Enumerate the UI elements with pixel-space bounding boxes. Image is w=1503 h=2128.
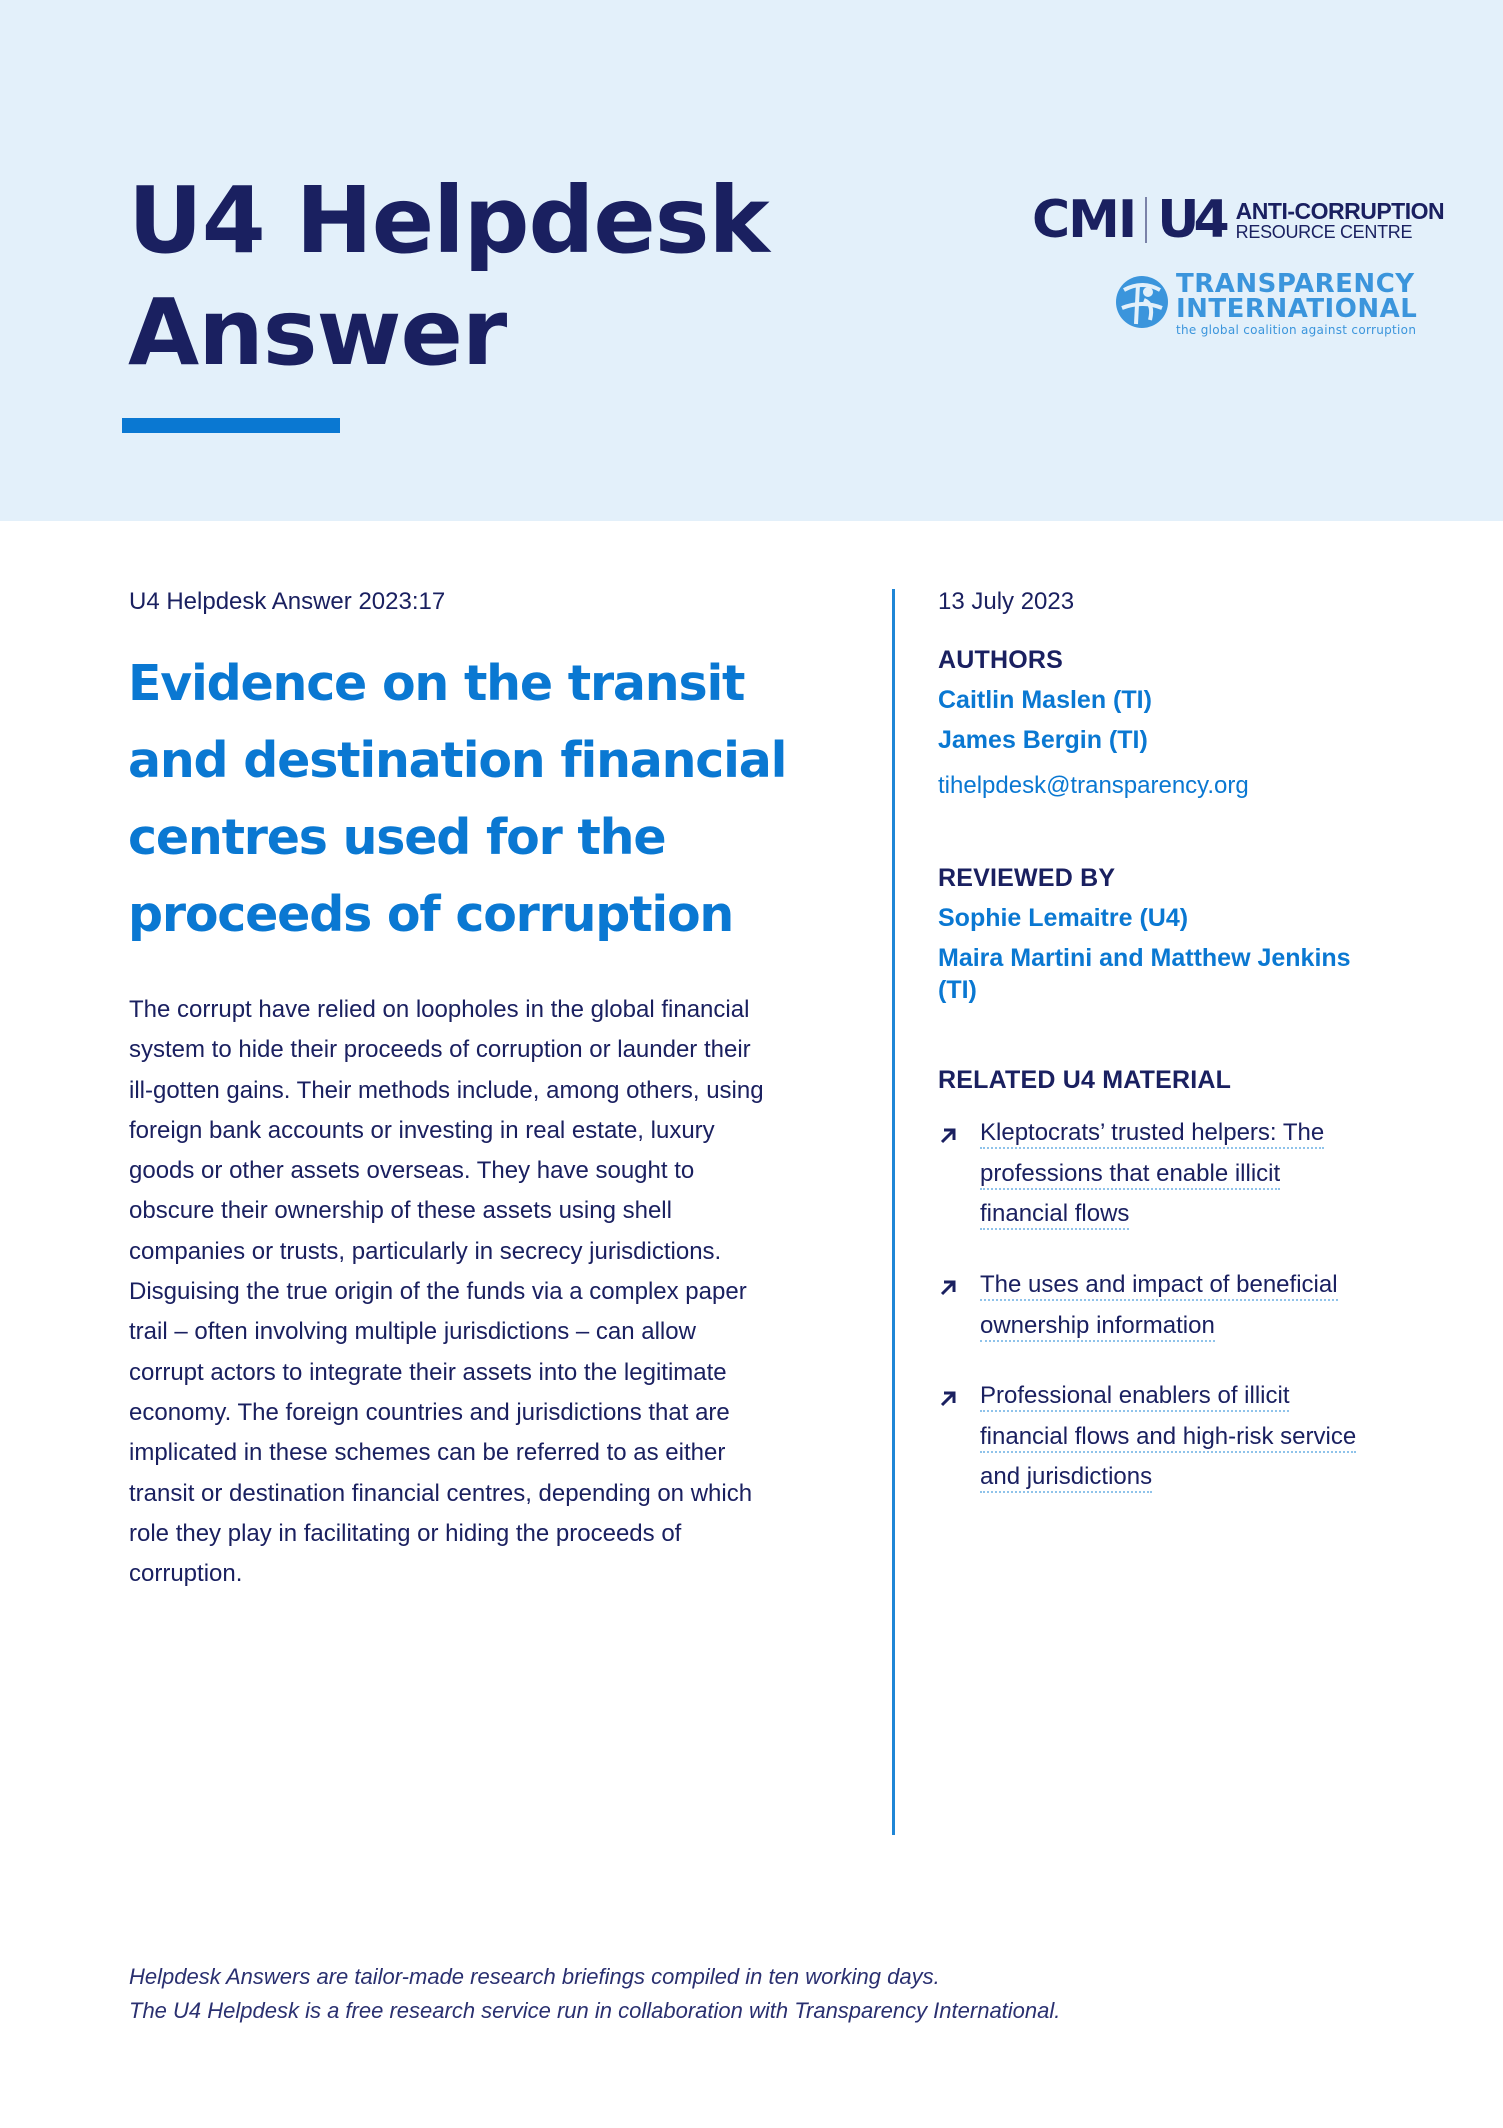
document-title-line: Evidence on the transit	[128, 655, 745, 712]
ti-logo-tagline: the global coalition against corruption	[1176, 323, 1417, 337]
ti-globe-icon	[1114, 274, 1170, 330]
footer-line: The U4 Helpdesk is a free research service run in collaboration with Transparency International.	[129, 1998, 1061, 2023]
ti-logo-line1: TRANSPARENCY	[1176, 269, 1415, 299]
document-title-line: proceeds of corruption	[128, 886, 734, 943]
transparency-international-logo	[1114, 269, 1418, 338]
related-material-link[interactable]	[980, 1376, 1356, 1498]
document-title-line: centres used for the	[128, 809, 666, 866]
abstract-line: transit or destination financial centres, depending on which	[129, 1479, 753, 1507]
related-link-line[interactable]: Kleptocrats’ trusted helpers: The	[980, 1119, 1324, 1149]
document-title-line: and destination financial	[128, 732, 787, 789]
abstract-line: Disguising the true origin of the funds via a complex paper	[129, 1278, 747, 1306]
related-link-line[interactable]: ownership information	[980, 1312, 1215, 1342]
cmi-u4-logo	[1032, 192, 1444, 248]
related-material-link[interactable]	[980, 1113, 1324, 1235]
series-number: U4 Helpdesk Answer 2023:17	[129, 588, 446, 615]
footer-note	[129, 1960, 1060, 2028]
ti-logo-line2: INTERNATIONAL	[1176, 294, 1418, 324]
publication-date: 13 July 2023	[938, 588, 1075, 615]
reviewer-name-continued: (TI)	[938, 976, 977, 1004]
related-material-heading: RELATED U4 MATERIAL	[938, 1066, 1232, 1094]
u4-logo-line1: ANTI-CORRUPTION	[1235, 198, 1445, 224]
footer-line: Helpdesk Answers are tailor-made research briefings compiled in ten working days.	[129, 1964, 940, 1989]
related-link-line[interactable]: The uses and impact of beneficial	[980, 1271, 1338, 1301]
logo-separator	[1145, 197, 1147, 243]
u4-logo-text	[1236, 199, 1444, 241]
u4-logo-line2: RESOURCE CENTRE	[1235, 222, 1413, 242]
abstract-line: role they play in facilitating or hiding the proceeds of	[129, 1519, 682, 1547]
related-material-item[interactable]	[938, 1265, 1378, 1346]
reviewed-by-heading: REVIEWED BY	[938, 864, 1116, 892]
header-title	[128, 165, 769, 389]
abstract-line: corruption.	[129, 1560, 243, 1588]
cmi-logo-text: CMI	[1032, 190, 1136, 250]
author-name: James Bergin (TI)	[938, 726, 1148, 754]
ti-logo-text	[1176, 269, 1418, 338]
header-banner	[0, 0, 1503, 521]
arrow-up-right-icon	[938, 1389, 958, 1409]
abstract-paragraph	[129, 990, 809, 1594]
u4-logo-mark: U4	[1157, 190, 1224, 250]
abstract-line: corrupt actors to integrate their assets into the legitimate	[129, 1358, 727, 1386]
header-title-line: Answer	[128, 279, 507, 386]
related-material-link[interactable]	[980, 1265, 1338, 1346]
abstract-line: foreign bank accounts or investing in real estate, luxury	[129, 1116, 715, 1144]
related-link-line[interactable]: professions that enable illicit	[980, 1160, 1280, 1190]
abstract-line: trail – often involving multiple jurisdictions – can allow	[129, 1318, 696, 1346]
abstract-line: The corrupt have relied on loopholes in the global financial	[129, 996, 750, 1023]
abstract-line: economy. The foreign countries and jurisdictions that are	[129, 1398, 730, 1426]
abstract-line: system to hide their proceeds of corruption or launder their	[129, 1036, 751, 1064]
document-title	[128, 645, 808, 953]
authors-heading: AUTHORS	[938, 646, 1064, 674]
reviewer-name: Maira Martini and Matthew Jenkins	[938, 944, 1351, 972]
header-accent-rule	[122, 418, 340, 433]
related-link-line[interactable]: and jurisdictions	[980, 1463, 1152, 1493]
arrow-up-right-icon	[938, 1278, 958, 1298]
abstract-line: ill-gotten gains. Their methods include, among others, using	[129, 1076, 764, 1104]
arrow-up-right-icon	[938, 1126, 958, 1146]
abstract-line: goods or other assets overseas. They have sought to	[129, 1157, 695, 1185]
related-link-line[interactable]: Professional enablers of illicit	[980, 1382, 1289, 1412]
reviewer-name: Sophie Lemaitre (U4)	[938, 904, 1189, 932]
related-link-line[interactable]: financial flows	[980, 1200, 1129, 1230]
abstract-line: obscure their ownership of these assets using shell	[129, 1197, 672, 1225]
contact-email-link[interactable]: tihelpdesk@transparency.org	[938, 772, 1249, 799]
author-name: Caitlin Maslen (TI)	[938, 686, 1152, 714]
abstract-line: companies or trusts, particularly in secrecy jurisdictions.	[129, 1237, 722, 1265]
header-title-line: U4 Helpdesk	[128, 167, 769, 274]
related-material-item[interactable]	[938, 1376, 1378, 1498]
related-link-line[interactable]: financial flows and high-risk service	[980, 1423, 1356, 1453]
column-divider	[892, 589, 895, 1835]
related-material-item[interactable]	[938, 1113, 1378, 1235]
abstract-line: implicated in these schemes can be referred to as either	[129, 1439, 726, 1467]
